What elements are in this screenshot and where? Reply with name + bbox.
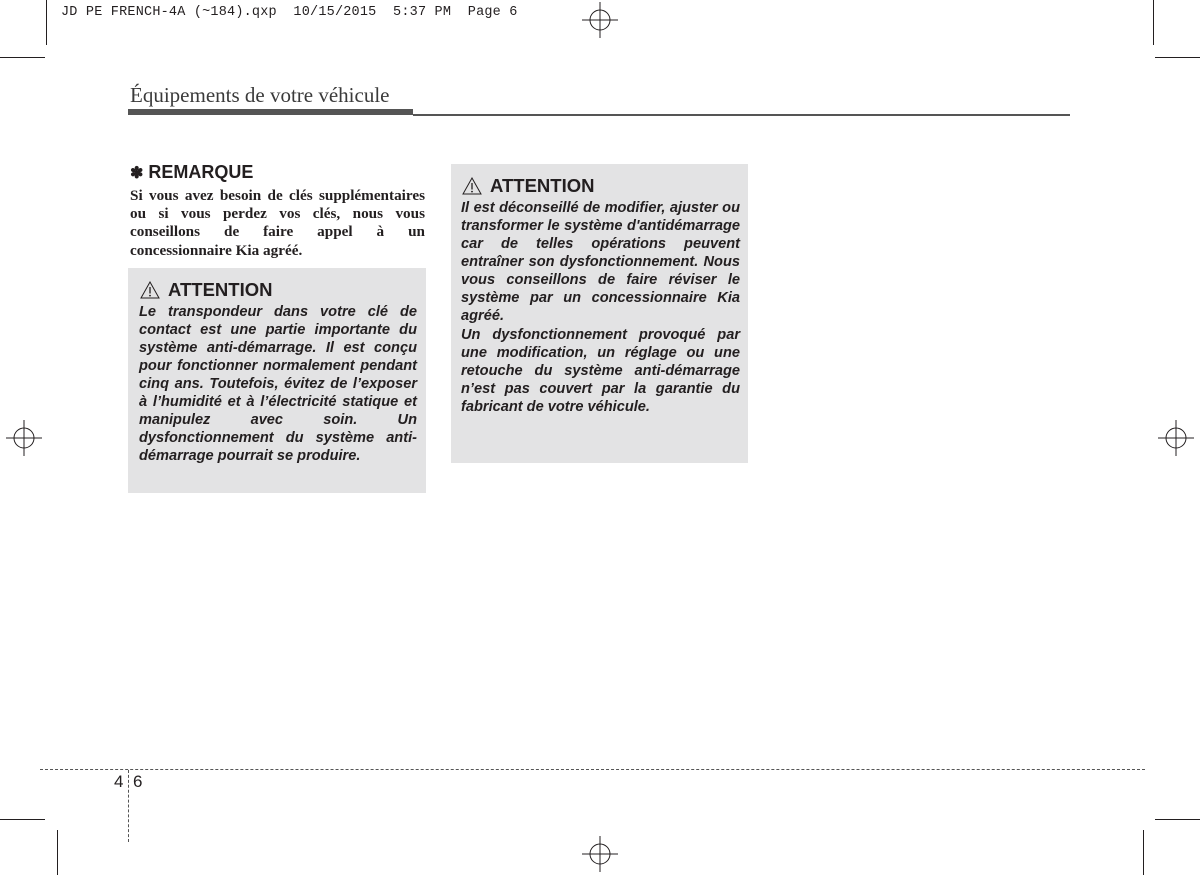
warning-triangle-icon	[462, 177, 482, 195]
section-title: Équipements de votre véhicule	[130, 83, 390, 107]
registration-mark-icon	[582, 2, 618, 38]
registration-mark-icon	[582, 836, 618, 872]
attention-box-transponder	[128, 268, 426, 493]
registration-mark-icon	[6, 420, 42, 456]
attention-paragraph: Un dysfonctionnement provoqué par une modification, un réglage ou une retouche du système anti-démarrage n’est pas couvert par la garantie du fabricant de votre véhicule.	[461, 327, 740, 415]
attention-title: ATTENTION	[168, 279, 273, 300]
print-slug: JD PE FRENCH-4A (~184).qxp 10/15/2015 5:37 PM Page 6	[61, 5, 518, 20]
crop-mark	[0, 57, 45, 58]
page-number: 6	[133, 772, 143, 791]
crop-mark	[1143, 830, 1144, 875]
footer-rule	[40, 769, 1145, 770]
attention-title: ATTENTION	[490, 175, 595, 196]
attention-body	[139, 303, 417, 465]
remarque-star-icon: ✽	[130, 165, 144, 182]
remarque-body: Si vous avez besoin de clés supplémentaires ou si vous perdez vos clés, nous vous conseillons de faire appel à un concessionnaire Kia agréé.	[130, 187, 425, 259]
remarque-heading	[130, 162, 253, 183]
crop-mark	[57, 830, 58, 875]
crop-mark	[0, 819, 45, 820]
crop-mark	[46, 0, 47, 45]
attention-heading	[140, 279, 272, 301]
chapter-number: 4	[114, 772, 124, 791]
attention-paragraph: Il est déconseillé de modifier, ajuster ou transformer le système d'antidémarrage car de telles opérations peuvent entraîner son dysfonctionnement. Nous vous conseillons de faire réviser le système par un concessionnaire Kia agréé.	[461, 200, 740, 324]
header-rule-thin	[413, 114, 1070, 116]
crop-mark	[1155, 57, 1200, 58]
warning-triangle-icon	[140, 281, 160, 299]
crop-mark	[1155, 819, 1200, 820]
attention-paragraph: Le transpondeur dans votre clé de contact est une partie importante du système anti-démarrage. Il est conçu pour fonctionner normalement pendant cinq ans. Toutefois, évitez de l’exposer à l’humidité et à l’électricité statique et manipulez avec soin. Un dysfonctionnement du système anti-démarrage pourrait se produire.	[139, 304, 417, 464]
remarque-title: REMARQUE	[148, 162, 254, 182]
registration-mark-icon	[1158, 420, 1194, 456]
crop-mark	[1153, 0, 1154, 45]
attention-heading	[462, 175, 594, 197]
attention-body	[461, 199, 740, 416]
header-rule-thick	[128, 109, 413, 115]
attention-box-immobilizer	[451, 164, 748, 463]
footer-divider	[128, 770, 129, 842]
